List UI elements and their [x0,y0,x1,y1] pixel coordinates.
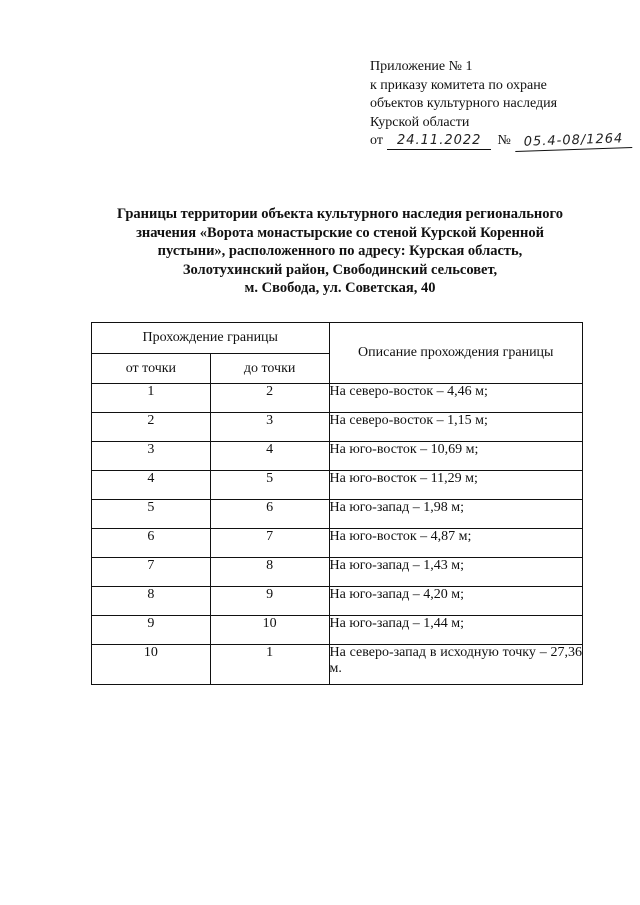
table-row [92,413,583,442]
cell-from: 10 [92,645,211,685]
cell-to: 8 [210,558,329,587]
cell-description: На юго-запад – 1,98 м; [329,500,583,529]
cell-description: На северо-восток – 4,46 м; [329,384,583,413]
cell-from: 8 [92,587,211,616]
document-title [90,205,590,298]
cell-description: На юго-запад – 1,44 м; [329,616,583,645]
table-row [92,500,583,529]
table-row [92,645,583,685]
header-to-point: до точки [210,354,329,384]
cell-description: На юго-восток – 10,69 м; [329,442,583,471]
appendix-committee-line: объектов культурного наследия [370,96,558,111]
date-prefix: от [370,133,383,148]
cell-description: На северо-восток – 1,15 м; [329,413,583,442]
cell-to: 9 [210,587,329,616]
cell-from: 1 [92,384,211,413]
cell-from: 4 [92,471,211,500]
appendix-region-line: Курской области [370,114,470,130]
appendix-order-line: к приказу комитета по охране [370,77,547,93]
cell-from: 6 [92,529,211,558]
cell-description: На юго-восток – 11,29 м; [329,471,583,500]
handwritten-date: 24.11.2022 [387,133,492,150]
cell-description: На юго-восток – 4,87 м; [329,529,583,558]
appendix-title: Приложение № 1 [370,59,473,74]
table-row [92,529,583,558]
title-line: значения «Ворота монастырские со стеной Курской Коренной [136,224,544,241]
table-row [92,384,583,413]
table-row [92,442,583,471]
title-line: Границы территории объекта культурного наследия регионального [117,206,563,222]
title-line: Золотухинский район, Свободинский сельсовет, [182,261,498,278]
cell-to: 4 [210,442,329,471]
number-prefix: № [497,133,511,148]
cell-to: 3 [210,413,329,442]
cell-to: 7 [210,529,329,558]
cell-to: 10 [210,616,329,645]
cell-description: На юго-запад – 1,43 м; [329,558,583,587]
appendix-header [370,58,632,151]
cell-to: 6 [210,500,329,529]
cell-description: На северо-запад в исходную точку – 27,36 м. [329,645,583,685]
handwritten-order-number: 05.4-08/1264 [515,131,633,152]
cell-from: 3 [92,442,211,471]
table-row [92,587,583,616]
table-row [92,471,583,500]
title-line: пустыни», расположенного по адресу: Курская область, [157,243,523,259]
header-boundary-passage: Прохождение границы [92,323,330,354]
header-from-point: от точки [92,354,211,384]
cell-description: На юго-запад – 4,20 м; [329,587,583,616]
cell-from: 5 [92,500,211,529]
cell-from: 2 [92,413,211,442]
cell-to: 2 [210,384,329,413]
cell-to: 5 [210,471,329,500]
table-row [92,558,583,587]
header-description: Описание прохождения границы [329,323,583,384]
appendix-date-number-row [370,132,632,151]
border-table [91,322,583,685]
title-line: м. Свобода, ул. Советская, 40 [244,280,436,296]
cell-from: 9 [92,616,211,645]
cell-to: 1 [210,645,329,685]
cell-from: 7 [92,558,211,587]
table-row [92,616,583,645]
